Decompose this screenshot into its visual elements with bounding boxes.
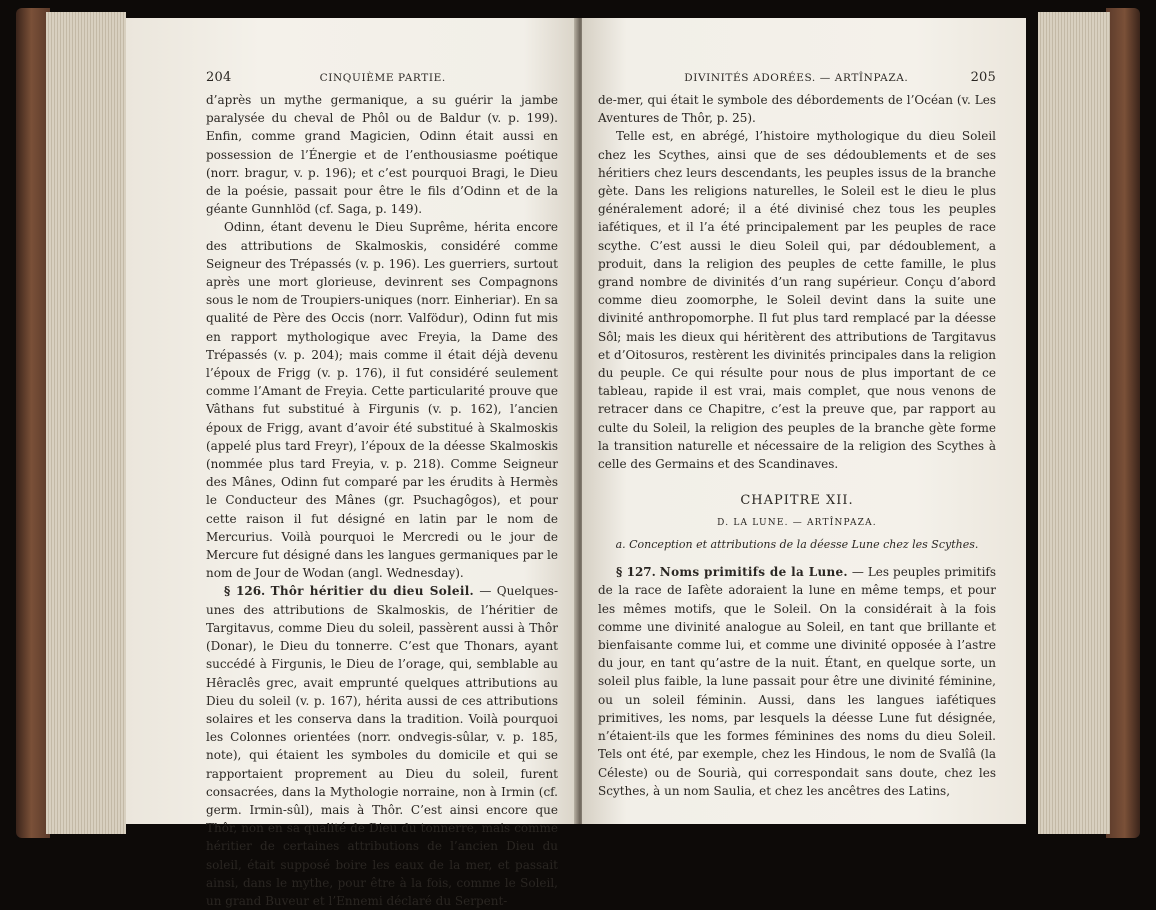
left-paragraph-2: Odinn, étant devenu le Dieu Suprême, hérita encore des attributions de Skalmoskis, considéré comme Seigneur des Trépassés (v. p. 196). Les guerriers, surtout après une mort glorieuse, devinrent ses Compagnons sous le nom de Troupiers-uniques (norr. Einheriar). En sa qualité de Père des Occis (norr. Valfödur), Odinn fut mis en rapport mythologique avec Freyia, la Dame des Trépassés (v. p. 204); mais comme il était déjà devenu l’époux de Frigg (v. p. 176), il fut considéré seulement comme l’Amant de Freyia. Cette particularité prouve que Vâthans fut substitué à Firgunis (v. p. 162), l’ancien époux de Frigg, avant d’avoir été substitué à Skalmoskis (appelé plus tard Freyr), l’époux de la déesse Skalmoskis (nommée plus tard Freyia, v. p. 218). Comme Seigneur des Mânes, Odinn fut comparé par les érudits à Hermès le Conducteur des Mânes (gr. Psuchagôgos), et pour cette raison il fut désigné en latin par le nom de Mercurius. Voilà pourquoi le Mercredi ou le jour de Mercure fut désigné dans les langues germaniques par le nom de Jour de Wodan (angl. Wednesday). xyxy=(206,220,558,581)
left-running-title: CINQUIÈME PARTIE. xyxy=(319,72,446,84)
right-page xyxy=(582,18,1026,824)
chapter-title: CHAPITRE XII. xyxy=(740,493,854,509)
right-paragraph-2: Telle est, en abrégé, l’histoire mythologique du dieu Soleil chez les Scythes, ainsi que de ses dédoublements et de ses héritiers chez leurs descendants, les peuples issus de la branche gète. Dans les religions naturelles, le Soleil est le dieu le plus généralement adoré; il a été divinisé chez tous les peuples iafétiques, et il l’a été principalement par les peuples de race scythe. C’est aussi le dieu Soleil qui, par dédoublement, a produit, dans la religion des peuples de cette famille, le plus grand nombre de divinités d’un rang supérieur. Conçu d’abord comme dieu zoomorphe, le Soleil devint dans la suite une divinité anthropomorphe. Il fut plus tard remplacé par la déesse Sôl; mais les dieux qui héritèrent des attributions de Targitavus et d’Oitosuros, restèrent les divinités principales dans la religion du peuple. Ce qui résulte pour nous de plus important de ce tableau, rapide il est vrai, mais complet, que nous venons de retracer dans ce Chapitre, c’est la preuve que, par rapport au culte du Soleil, la religion des peuples de la branche gète forme la transition naturelle et nécessaire de la religion des Scythes à celle des Germains et des Scandinaves. xyxy=(598,129,996,472)
left-page-number: 204 xyxy=(206,70,232,85)
right-paragraph-1: de-mer, qui était le symbole des débordements de l’Océan (v. Les Aventures de Thôr, p. 25). xyxy=(598,93,996,126)
right-text-block xyxy=(598,91,996,800)
section-127-title: Noms primitifs de la Lune. xyxy=(659,565,848,580)
section-127-number: § 127. xyxy=(616,565,656,580)
right-running-title: DIVINITÉS ADORÉES. — ARTÎNPAZA. xyxy=(684,72,909,84)
section-126-number: § 126. xyxy=(224,584,266,599)
section-126-text: — Quelques-unes des attributions de Skalmoskis, de l’héritier de Targitavus, comme Dieu du soleil, passèrent aussi à Thôr (Donar), le Dieu du tonnerre. C’est que Thonars, ayant succédé à Firgunis, le Dieu de l’orage, qui, semblable au Hêraclês grec, avait emprunté quelques attributions au Dieu du soleil (v. p. 167), hérita aussi de ces attributions solaires et les conserva dans la tradition. Voilà pourquoi les Colonnes orientées (norr. ondvegis-sûlar, v. p. 185, note), qui étaient les symboles du domicile et qui se rapportaient proprement au Dieu du soleil, furent consacrées, dans la Mythologie norraine, non à Irmin (cf. germ. Irmin-sûl), mais à Thôr. C’est ainsi encore que Thôr, non en sa qualité de Dieu du tonnerre, mais comme héritier de certaines attributions de l’ancien Dieu du soleil, était supposé boire les eaux de la mer, et passait ainsi, dans le mythe, pour être à la fois, comme le Soleil, un grand Buveur et l’Ennemi déclaré du Serpent- xyxy=(206,584,558,908)
left-paragraph-3 xyxy=(206,582,558,910)
right-page-number: 205 xyxy=(970,70,996,85)
left-running-head xyxy=(206,70,558,85)
right-page-edges xyxy=(1038,12,1110,834)
right-paragraph-3 xyxy=(598,563,996,800)
right-cover-edge xyxy=(1106,8,1140,838)
section-126-title: Thôr héritier du dieu Soleil. xyxy=(270,584,475,599)
chapter-subtitle: D. LA LUNE. — ARTÎNPAZA. xyxy=(717,518,877,529)
left-paragraph-1: d’après un mythe germanique, a su guérir la jambe paralysée du cheval de Phôl ou de Baldur (v. p. 199). Enfin, comme grand Magicien, Odinn était aussi en possession de l’Énergie et de l’enthousiasme poétique (norr. bragur, v. p. 196); et c’est pourquoi Bragi, le Dieu de la poésie, passait pour être le fils d’Odinn et de la géante Gunnhlöd (cf. Saga, p. 149). xyxy=(206,93,558,217)
section-127-text: — Les peuples primitifs de la race de Iafète adoraient la lune en même temps, et pour les mêmes motifs, que le Soleil. On la considérait à la fois comme une divinité analogue au Soleil, en tant que brillante et bienfaisante comme lui, et comme une divinité opposée à l’astre du jour, en tant qu’astre de la nuit. Étant, en quelque sorte, un soleil plus faible, la lune passait pour être une divinité féminine, ou un soleil féminin. Aussi, dans les langues iafétiques primitives, les noms, par lesquels la déesse Lune fut désignée, n’étaient-ils que les formes féminines des noms du dieu Soleil. Tels ont été, par exemple, chez les Hindous, le nom de Svalîâ (la Céleste) ou de Sourià, qui correspondait sans doute, chez les Scythes, à un nom Saulia, et chez les ancêtres des Latins, xyxy=(598,565,997,798)
left-text-block xyxy=(206,91,558,910)
chapter-section-heading: a. Conception et attributions de la déesse Lune chez les Scythes. xyxy=(615,538,979,552)
left-page xyxy=(126,18,578,908)
left-cover-edge xyxy=(16,8,50,838)
left-page-edges xyxy=(46,12,126,834)
right-running-head xyxy=(598,70,996,85)
